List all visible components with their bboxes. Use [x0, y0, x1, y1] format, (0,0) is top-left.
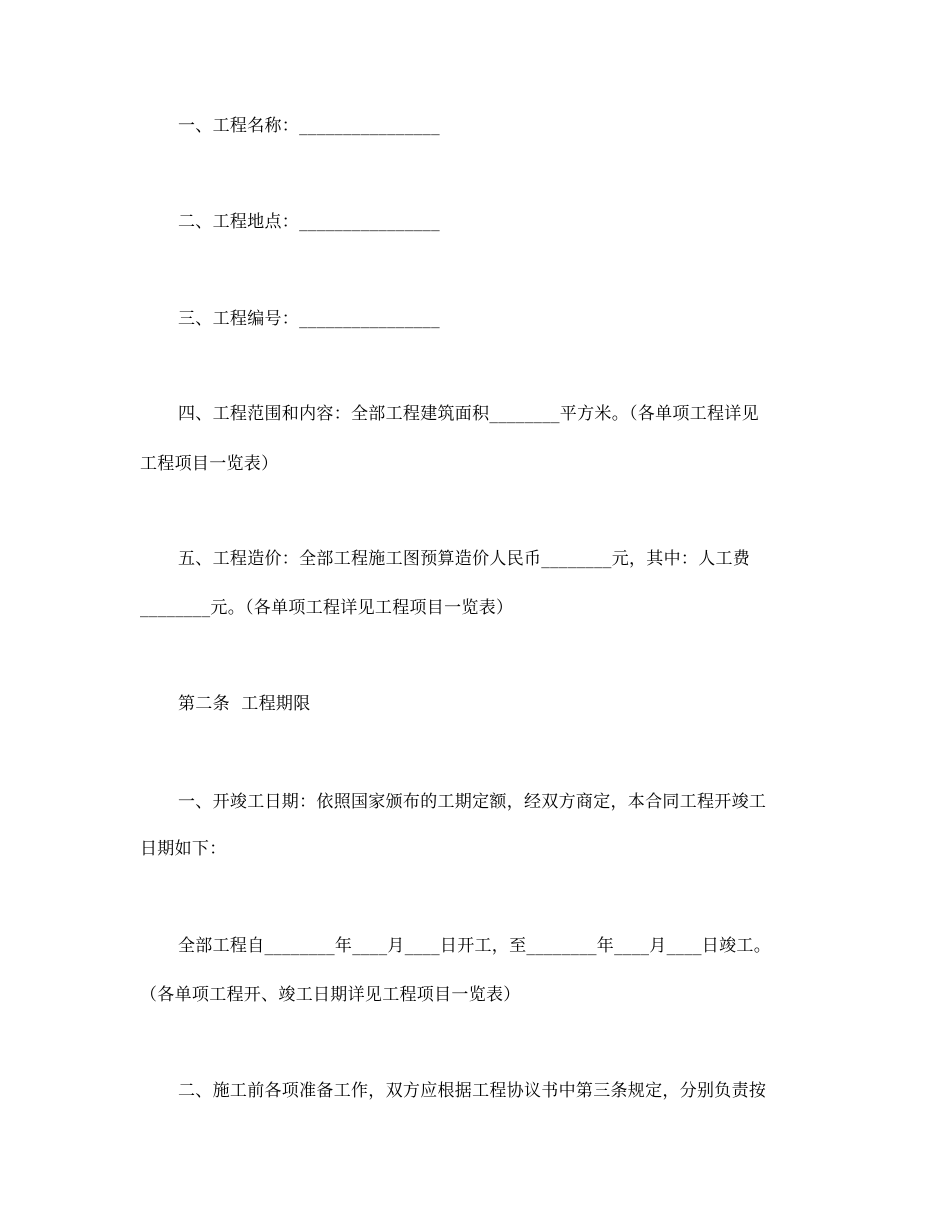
item-dates-line2: 日期如下： — [140, 839, 227, 859]
item-project-scope-line1: 四、工程范围和内容：全部工程建筑面积________平方米。（各单项工程详见 — [178, 404, 759, 424]
item-project-cost-line2: ________元。（各单项工程详见工程项目一览表） — [140, 598, 514, 618]
item-project-name: 一、工程名称：________________ — [178, 116, 440, 136]
article-heading: 第二条 工程期限 — [178, 694, 311, 714]
dates-schedule-line2: （各单项工程开、竣工日期详见工程项目一览表） — [140, 985, 521, 1005]
dates-schedule-line1: 全部工程自________年____月____日开工，至________年____月____日竣工。 — [178, 936, 771, 956]
item-project-cost-line1: 五、工程造价：全部工程施工图预算造价人民币________元，其中：人工费 — [178, 549, 751, 569]
item-dates-line1: 一、开竣工日期：依照国家颁布的工期定额，经双方商定，本合同工程开竣工 — [178, 792, 767, 812]
item-project-number: 三、工程编号：________________ — [178, 309, 440, 329]
item-preparation-line1: 二、施工前各项准备工作，双方应根据工程协议书中第三条规定，分别负责按 — [178, 1081, 767, 1101]
item-project-location: 二、工程地点：________________ — [178, 212, 440, 232]
item-project-scope-line2: 工程项目一览表） — [140, 454, 279, 474]
